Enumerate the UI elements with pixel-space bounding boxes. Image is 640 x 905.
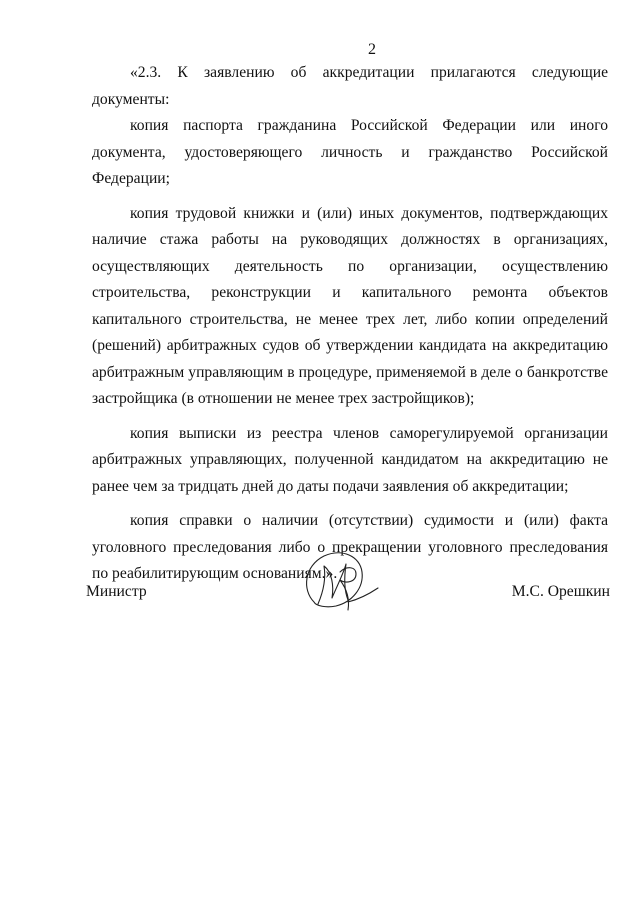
- paragraph-criminal-record-certificate-copy: копия справки о наличии (отсутствии) судимости и (или) факта уголовного преследования либо о прекращении уголовного преследования по реабилитирующим основаниям.».: [92, 512, 608, 582]
- handwritten-signature: [294, 542, 384, 622]
- page-number: 2: [368, 41, 376, 58]
- signatory-name: М.С. Орешкин: [511, 583, 610, 600]
- signatory-title: Министр: [86, 583, 147, 600]
- paragraph-passport-copy: копия паспорта гражданина Российской Федерации или иного документа, удостоверяющего личность и гражданство Российской Федерации;: [92, 117, 608, 187]
- paragraph-heading: «2.3. К заявлению об аккредитации прилагаются следующие документы:: [92, 64, 608, 108]
- signature-block: [86, 572, 610, 622]
- document-body: [92, 60, 608, 588]
- paragraph-employment-record-copy: копия трудовой книжки и (или) иных документов, подтверждающих наличие стажа работы на руководящих должностях в организациях, осуществляющих деятельность по организации, осуществлению строительства, реконструкции и капитального ремонта объектов капитального строительства, не менее трех лет, либо копии определений (решений) арбитражных судов об утверждении кандидата на аккредитацию арбитражным управляющим в процедуре, применяемой в деле о банкротстве застройщика (в отношении не менее трех застройщиков);: [92, 204, 608, 407]
- paragraph-registry-extract-copy: копия выписки из реестра членов саморегулируемой организации арбитражных управляющих, полученной кандидатом на аккредитацию не ранее чем за тридцать дней до даты подачи заявления об аккредитации;: [92, 424, 608, 495]
